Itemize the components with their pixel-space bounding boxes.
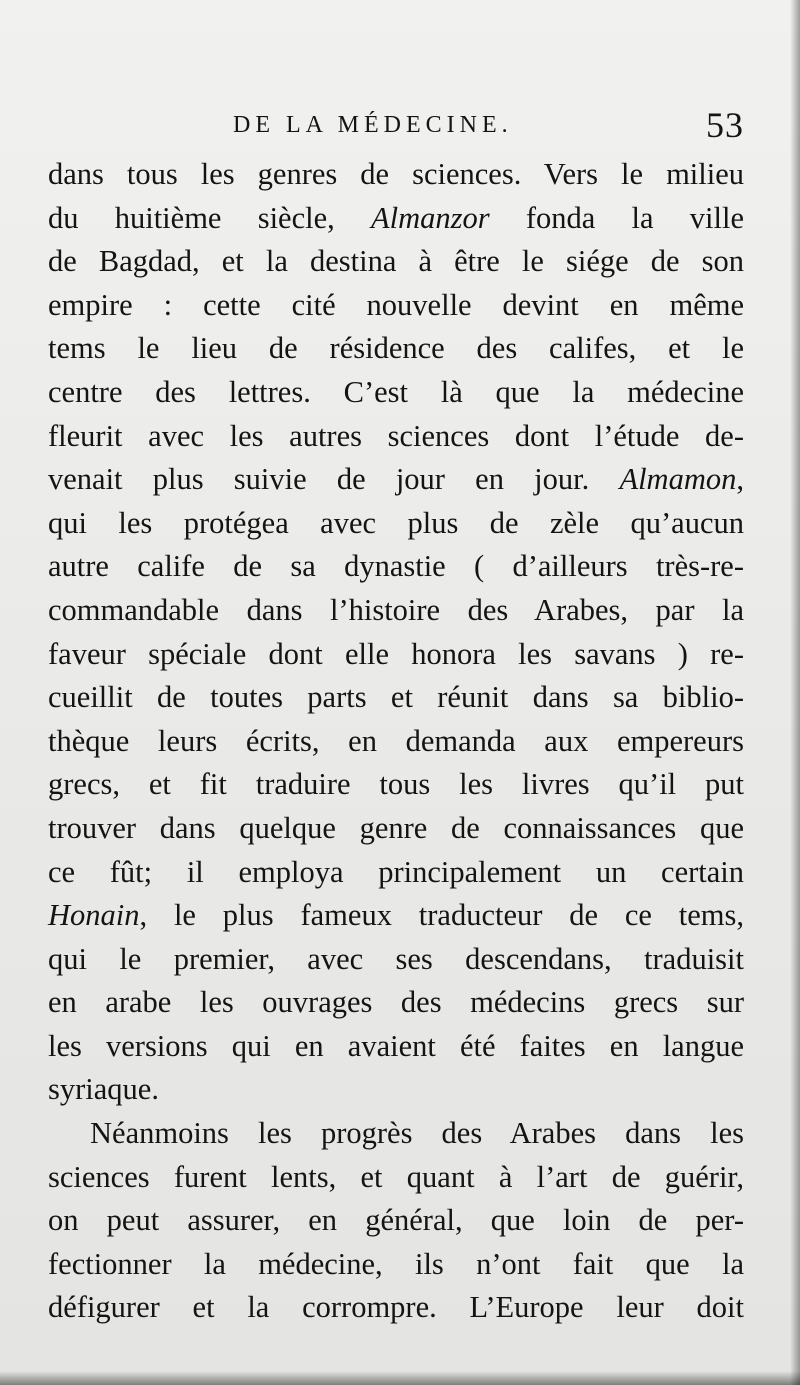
text-line: qui le premier, avec ses descendans, traduisit: [48, 941, 744, 976]
page-header: [48, 104, 744, 148]
page-edge-shadow-bottom: [0, 1371, 800, 1385]
text-line: sciences furent lents, et quant à l’art de guérir,: [48, 1159, 744, 1194]
text-line: centre des lettres. C’est là que la médecine: [48, 374, 744, 409]
text-line: ce fût; il employa principalement un certain: [48, 854, 744, 889]
text-line: grecs, et fit traduire tous les livres qu’il put: [48, 767, 744, 802]
text-line: dans tous les genres de sciences. Vers le milieu: [48, 157, 744, 191]
text-line: de Bagdad, et la destina à être le siége de son: [48, 244, 744, 279]
page-edge-shadow-right: [790, 0, 800, 1385]
text-line-paragraph-end: syriaque.: [48, 1072, 159, 1107]
text-line: cueillit de toutes parts et réunit dans sa biblio-: [48, 680, 744, 715]
body-text: [48, 153, 744, 1330]
text-line-paragraph-start: Néanmoins les progrès des Arabes dans les: [90, 1116, 744, 1151]
text-line: fectionner la médecine, ils n’ont fait que la: [48, 1246, 744, 1281]
text-line: empire : cette cité nouvelle devint en même: [48, 287, 744, 322]
italic-name: Honain: [48, 898, 140, 933]
page-number: 53: [706, 105, 744, 145]
italic-name: Almamon: [619, 462, 737, 497]
text-line: venait plus suivie de jour en jour. Almamon,: [48, 462, 744, 497]
text-line: Honain, le plus fameux traducteur de ce tems,: [48, 898, 744, 933]
text-line: tems le lieu de résidence des califes, et le: [48, 331, 744, 366]
text-line: autre calife de sa dynastie ( d’ailleurs très-re-: [48, 549, 744, 584]
text-line: trouver dans quelque genre de connaissances que: [48, 810, 744, 845]
text-line: faveur spéciale dont elle honora les savans ) re-: [48, 636, 744, 671]
text-line: les versions qui en avaient été faites en langue: [48, 1028, 744, 1063]
text-line: du huitième siècle, Almanzor fonda la ville: [48, 200, 745, 235]
text-line: thèque leurs écrits, en demanda aux empereurs: [48, 723, 744, 758]
text-line: commandable dans l’histoire des Arabes, par la: [48, 592, 744, 627]
running-head: DE LA MÉDECINE.: [233, 112, 513, 138]
text-line: on peut assurer, en général, que loin de per-: [48, 1203, 744, 1238]
italic-name: Almanzor: [371, 200, 490, 235]
text-line: fleurit avec les autres sciences dont l’étude de-: [48, 418, 744, 453]
text-line: qui les protégea avec plus de zèle qu’aucun: [48, 505, 744, 540]
text-line: en arabe les ouvrages des médecins grecs sur: [48, 985, 744, 1020]
text-line: défigurer et la corrompre. L’Europe leur doit: [48, 1290, 744, 1325]
